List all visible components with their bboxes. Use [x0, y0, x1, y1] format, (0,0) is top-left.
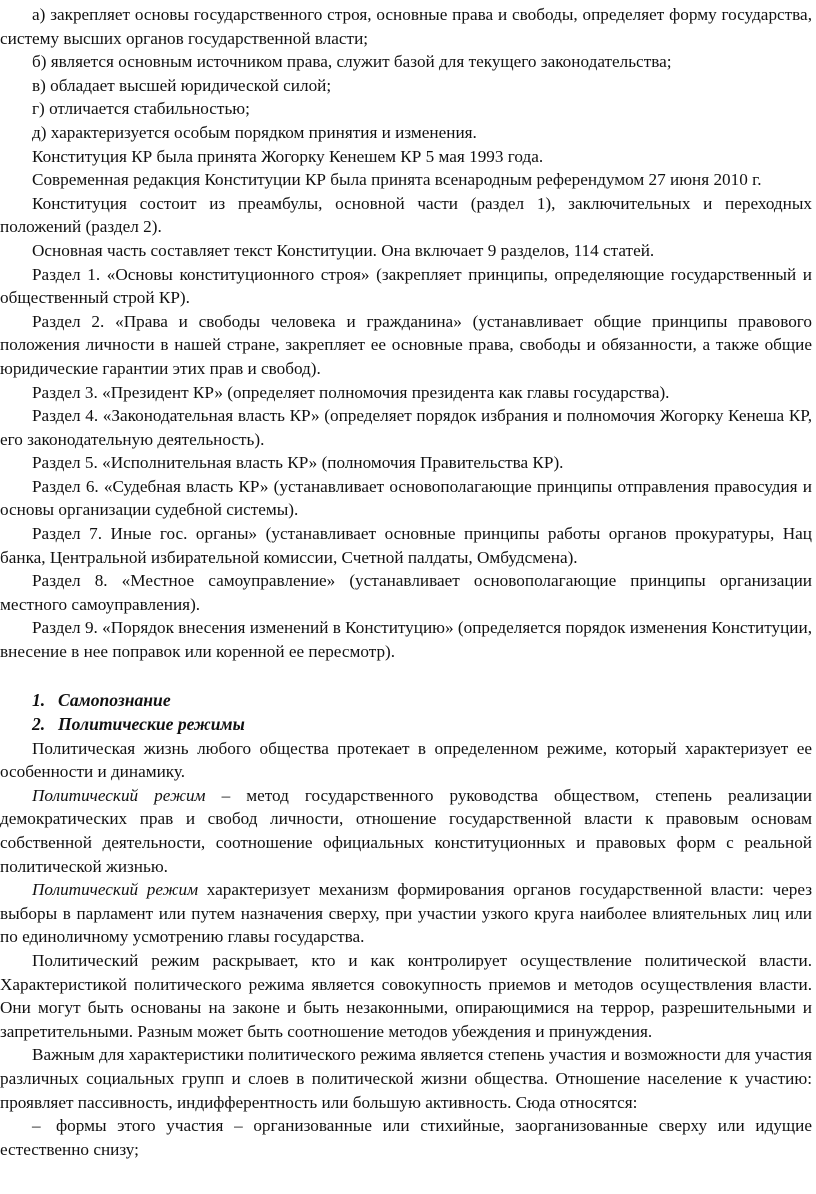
- paragraph-main-part: Основная часть составляет текст Конституции. Она включает 9 разделов, 114 статей.: [32, 240, 655, 260]
- paragraph-section-7: Раздел 7. Иные гос. органы» (устанавливает основные принципы работы органов прокуратуры, Нац банка, Центральной избирательной комиссии, Счетной палдаты, Омбудсмена).: [0, 524, 812, 567]
- paragraph-section-8: Раздел 8. «Местное самоуправление» (устанавливает основополагающие принципы организации местного самоуправления).: [0, 571, 812, 614]
- paragraph-structure: Конституция состоит из преамбулы, основной части (раздел 1), заключительных и переходных положений (раздел 2).: [0, 193, 812, 237]
- paragraph-participation: Важным для характеристики политического режима является степень участия и возможности для участия различных социальных групп и слоев в политической жизни общества. Отношение население к участию: проявляет пассивность, индифферентность или большую активность. Сюда относятся:: [0, 1045, 812, 1112]
- term-italic: Политический режим: [32, 785, 206, 805]
- definition-text: – метод государственного руководства обществом, степень реализации демократических прав и свобод личности, отношение государственной власти к правовым основам собственной деятельности, соотношение официальных конституционных и правовых форм с реальной политической жизнью.: [0, 785, 812, 876]
- heading-number: 1.: [32, 689, 46, 710]
- list-item-a: а) закрепляет основы государственного строя, основные права и свободы, определяет форму государства, систему высших органов государственной власти;: [0, 5, 812, 48]
- paragraph-edition-2010: Современная редакция Конституции КР была принята всенародным референдумом 27 июня 2010 г.: [32, 170, 762, 190]
- heading-number: 2.: [32, 714, 46, 735]
- paragraph-section-9: Раздел 9. «Порядок внесения изменений в Конституцию» (определяется порядок изменения Конституции, внесение в нее поправок или коренной ее пересмотр).: [0, 618, 812, 662]
- list-item-e: д) характеризуется особым порядком принятия и изменения.: [32, 122, 477, 142]
- dash-item-text: формы этого участия – организованные или стихийные, заорганизованные сверху или идущие естественно снизу;: [0, 1116, 812, 1159]
- list-item-b: б) является основным источником права, служит базой для текущего законодательства;: [32, 52, 672, 72]
- paragraph-definition-1: [0, 784, 812, 878]
- dash-list-item: [0, 1114, 812, 1161]
- heading-political-regimes: [0, 712, 812, 737]
- paragraph-adoption-1993: Конституция КР была принята Жогорку Кенешем КР 5 мая 1993 года.: [32, 146, 544, 166]
- paragraph-section-1: Раздел 1. «Основы конституционного строя» (закрепляет принципы, определяющие государственный и общественный строй КР).: [0, 264, 812, 308]
- spacer: [0, 664, 812, 688]
- paragraph-intro: Политическая жизнь любого общества протекает в определенном режиме, который характеризует ее особенности и динамику.: [0, 738, 812, 782]
- heading-text: Самопознание: [58, 689, 171, 710]
- list-item-c: в) обладает высшей юридической силой;: [32, 75, 332, 95]
- paragraph-section-4: Раздел 4. «Законодательная власть КР» (определяет порядок избрания и полномочия Жогорку Кенеша КР, его законодательную деятельность).: [0, 406, 812, 449]
- paragraph-section-3: Раздел 3. «Президент КР» (определяет полномочия президента как главы государства).: [32, 382, 670, 402]
- term-italic: Политический режим: [32, 880, 199, 900]
- paragraph-control: Политический режим раскрывает, кто и как контролирует осуществление политической власти. Характеристикой политического режима является совокупность приемов и методов осуществления власти. Они могут быть основаны на законе и быть незаконными, опирающимися на террор, разрешительными и запретительными. Разным может быть соотношение методов убеждения и принуждения.: [0, 950, 812, 1041]
- paragraph-definition-2: [0, 878, 812, 949]
- definition-text: характеризует механизм формирования органов государственной власти: через выборы в парламент или путем назначения сверху, при участии узкого круга наиболее влиятельных лиц или по единоличному усмотрению главы государства.: [0, 880, 812, 947]
- dash-bullet: –: [32, 1116, 41, 1136]
- list-item-d: г) отличается стабильностью;: [32, 99, 250, 119]
- heading-self-knowledge: [0, 688, 812, 713]
- paragraph-section-6: Раздел 6. «Судебная власть КР» (устанавливает основополагающие принципы отправления правосудия и основы организации судебной системы).: [0, 476, 812, 520]
- heading-text: Политические режимы: [58, 714, 245, 735]
- paragraph-section-5: Раздел 5. «Исполнительная власть КР» (полномочия Правительства КР).: [32, 453, 564, 473]
- paragraph-section-2: Раздел 2. «Права и свободы человека и гражданина» (устанавливает общие принципы правового положения личности в нашей стране, закрепляет ее основные права, свободы и обязанности, а также общие юридические гарантии этих прав и свобод).: [0, 311, 812, 378]
